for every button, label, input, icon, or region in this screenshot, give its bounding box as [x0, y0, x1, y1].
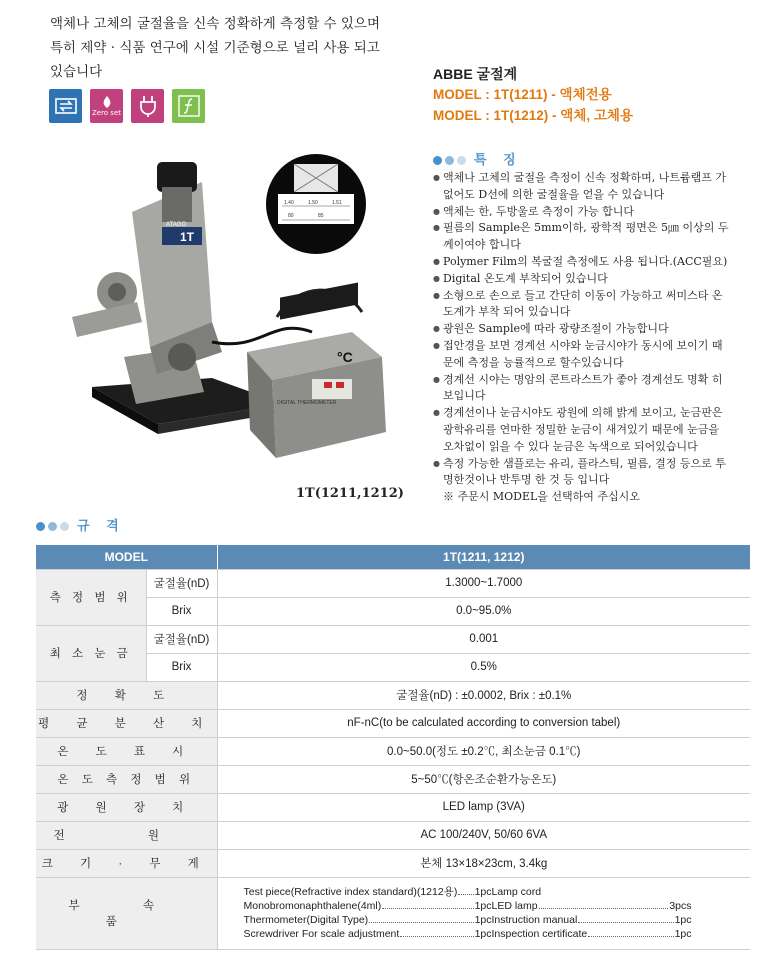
- accessory-name: Screwdriver For scale adjustment: [243, 928, 400, 940]
- list-item: [492, 913, 692, 927]
- spec-label: 최 소 눈 금: [36, 625, 146, 681]
- accessory-name: Thermometer(Digital Type): [243, 914, 369, 926]
- accessories-column: [244, 885, 492, 941]
- scale-label: 85: [318, 213, 324, 219]
- spec-value: 0.001: [217, 625, 750, 653]
- spec-value: 0.5%: [217, 653, 750, 681]
- feature-item: ● 경계선 시야는 명암의 콘트라스트가 좋아 경계선도 명확 히 보입니다: [433, 372, 733, 406]
- feature-item: ● 소형으로 손으로 들고 간단히 이동이 가능하고 써미스타 온도계가 부착 되어 있습니다: [433, 288, 733, 322]
- table-row: [36, 793, 750, 821]
- intro-line: 액체나 고체의 굴절율을 신속 정확하게 측정할 수 있으며: [50, 16, 380, 32]
- accessory-qty: 1pc: [674, 914, 692, 926]
- accessory-qty: 1pc: [474, 886, 492, 898]
- feature-item: ● 액체는 한, 두방울로 측정이 가능 합니다: [433, 204, 733, 221]
- accessory-qty: 1pc: [674, 928, 692, 940]
- refractometer-illustration: [62, 142, 414, 487]
- table-row: [36, 625, 750, 653]
- thermo-label-text: DIGITAL THERMOMETER: [277, 400, 337, 406]
- intro-text: [50, 12, 410, 84]
- spec-sublabel: 굴절율(nD): [146, 625, 217, 653]
- scale-label: 1.40: [284, 200, 294, 206]
- feature-item: ● Digital 온도계 부착되어 있습니다: [433, 271, 733, 288]
- feature-item: ● 측정 가능한 샘플로는 유리, 플라스틱, 필름, 결정 등으로 투명한것이나 반투명 한 것 등 입니다: [433, 456, 733, 490]
- photo-caption: 1T(1211,1212): [296, 486, 404, 501]
- accessory-name: LED lamp: [491, 900, 538, 912]
- table-row: [36, 821, 750, 849]
- spec-label: 부 속 품: [36, 877, 217, 949]
- features-heading: [433, 149, 522, 168]
- spec-value: 1.3000~1.7000: [217, 569, 750, 597]
- list-item: [492, 927, 692, 941]
- feature-item: ● 필름의 Sample은 5mm이하, 광학적 평면은 5㎛ 이상의 두께이여야 합니다: [433, 220, 733, 254]
- spec-heading-text: 규 격: [77, 519, 125, 534]
- spec-label: 평 균 분 산 치: [36, 709, 217, 737]
- device-model-text: 1T: [180, 230, 195, 244]
- zero-set-icon: [90, 89, 123, 123]
- accessory-name: Lamp cord: [491, 886, 542, 898]
- spec-label: 온 도 표 시: [36, 737, 217, 765]
- spec-value: 0.0~95.0%: [217, 597, 750, 625]
- features-list: [433, 170, 733, 506]
- table-row: [36, 569, 750, 597]
- product-title-block: [433, 64, 633, 126]
- features-heading-text: 특 징: [474, 153, 522, 168]
- spec-label: 광 원 장 치: [36, 793, 217, 821]
- table-row: [36, 709, 750, 737]
- intro-line: 있습니다: [50, 64, 103, 80]
- spec-sublabel: Brix: [146, 597, 217, 625]
- scale-label: 1.51: [332, 200, 342, 206]
- scale-label: 80: [288, 213, 294, 219]
- accessory-qty: 3pcs: [669, 900, 692, 912]
- spec-heading: [36, 515, 125, 534]
- spec-sublabel: 굴절율(nD): [146, 569, 217, 597]
- model-1211: MODEL : 1T(1211) - 액체전용: [433, 87, 612, 102]
- feature-item: ● 광원은 Sample에 따라 광량조절이 가능합니다: [433, 321, 733, 338]
- spec-value: 0.0~50.0(정도 ±0.2℃, 최소눈금 0.1℃): [217, 737, 750, 765]
- table-row: [36, 737, 750, 765]
- table-row: [36, 849, 750, 877]
- table-row: [36, 681, 750, 709]
- spec-value: 5~50℃(항온조순환가능온도): [217, 765, 750, 793]
- accessories-cell: [217, 877, 750, 949]
- accessory-name: Instruction manual: [491, 914, 578, 926]
- spec-value: AC 100/240V, 50/60 6VA: [217, 821, 750, 849]
- zero-set-label: Zero set: [91, 109, 122, 117]
- spec-label: 크 기 · 무 게: [36, 849, 217, 877]
- heading-dots-icon: [36, 522, 69, 531]
- spec-value: nF-nC(to be calculated according to conversion tabel): [217, 709, 750, 737]
- list-item: [244, 899, 492, 913]
- spec-table: [36, 545, 750, 950]
- spec-value: LED lamp (3VA): [217, 793, 750, 821]
- accessories-column: [492, 885, 692, 941]
- accessory-qty: 1pc: [474, 900, 492, 912]
- feature-icons: [49, 89, 205, 123]
- list-item: [492, 885, 692, 899]
- spec-value: 본체 13×18×23cm, 3.4kg: [217, 849, 750, 877]
- transfer-icon: [49, 89, 82, 123]
- product-title: ABBE 굴절계: [433, 66, 518, 82]
- function-icon: [172, 89, 205, 123]
- feature-item: ● 접안경을 보면 경계선 시야와 눈금시야가 동시에 보이기 때문에 측정을 능률적으로 할수있습니다: [433, 338, 733, 372]
- table-row: [36, 765, 750, 793]
- accessory-qty: 1pc: [474, 914, 492, 926]
- order-note: ※ 주문시 MODEL을 선택하여 주십시오: [443, 490, 640, 504]
- accessory-name: Monobromonaphthalene(4ml): [243, 900, 382, 912]
- list-item: [244, 927, 492, 941]
- table-row: [36, 877, 750, 949]
- list-item: [492, 899, 692, 913]
- model-1212: MODEL : 1T(1212) - 액체, 고체용: [433, 108, 633, 123]
- spec-label: 온 도 측 정 범 위: [36, 765, 217, 793]
- spec-label: 측 정 범 위: [36, 569, 146, 625]
- spec-header-model: MODEL: [36, 545, 217, 569]
- power-plug-icon: [131, 89, 164, 123]
- thermo-unit-text: °C: [337, 349, 353, 365]
- accessory-name: Inspection certificate: [491, 928, 588, 940]
- heading-dots-icon: [433, 156, 466, 165]
- device-brand-text: ATAGO: [166, 222, 187, 228]
- accessories-list: [218, 885, 751, 941]
- spec-label: 전 원: [36, 821, 217, 849]
- scale-label: 1.50: [308, 200, 318, 206]
- spec-value: 굴절율(nD) : ±0.0002, Brix : ±0.1%: [217, 681, 750, 709]
- spec-header-value: 1T(1211, 1212): [217, 545, 750, 569]
- list-item: [244, 885, 492, 899]
- feature-item: ● 액체나 고체의 굴절을 측정이 신속 정확하며, 나트륨램프 가 없어도 D선에 의한 굴절율을 얻을 수 있습니다: [433, 170, 733, 204]
- product-photo: [62, 142, 414, 487]
- feature-item: ● Polymer Film의 복굴절 측정에도 사용 됩니다.(ACC필요): [433, 254, 733, 271]
- intro-line: 특히 제약 · 식품 연구에 시설 기준형으로 널리 사용 되고: [50, 40, 380, 56]
- spec-sublabel: Brix: [146, 653, 217, 681]
- spec-label: 정 확 도: [36, 681, 217, 709]
- list-item: [244, 913, 492, 927]
- feature-item: ● 경계선이나 눈금시야도 광원에 의해 밝게 보이고, 눈금판은 광학유리를 연마한 정밀한 눈금이 새겨있기 때문에 눈금을 오차없이 읽을 수 있다 눈금은 녹색으로 되어있습니다: [433, 405, 733, 455]
- accessory-name: Test piece(Refractive index standard)(1212용): [243, 886, 458, 898]
- accessory-qty: 1pc: [474, 928, 492, 940]
